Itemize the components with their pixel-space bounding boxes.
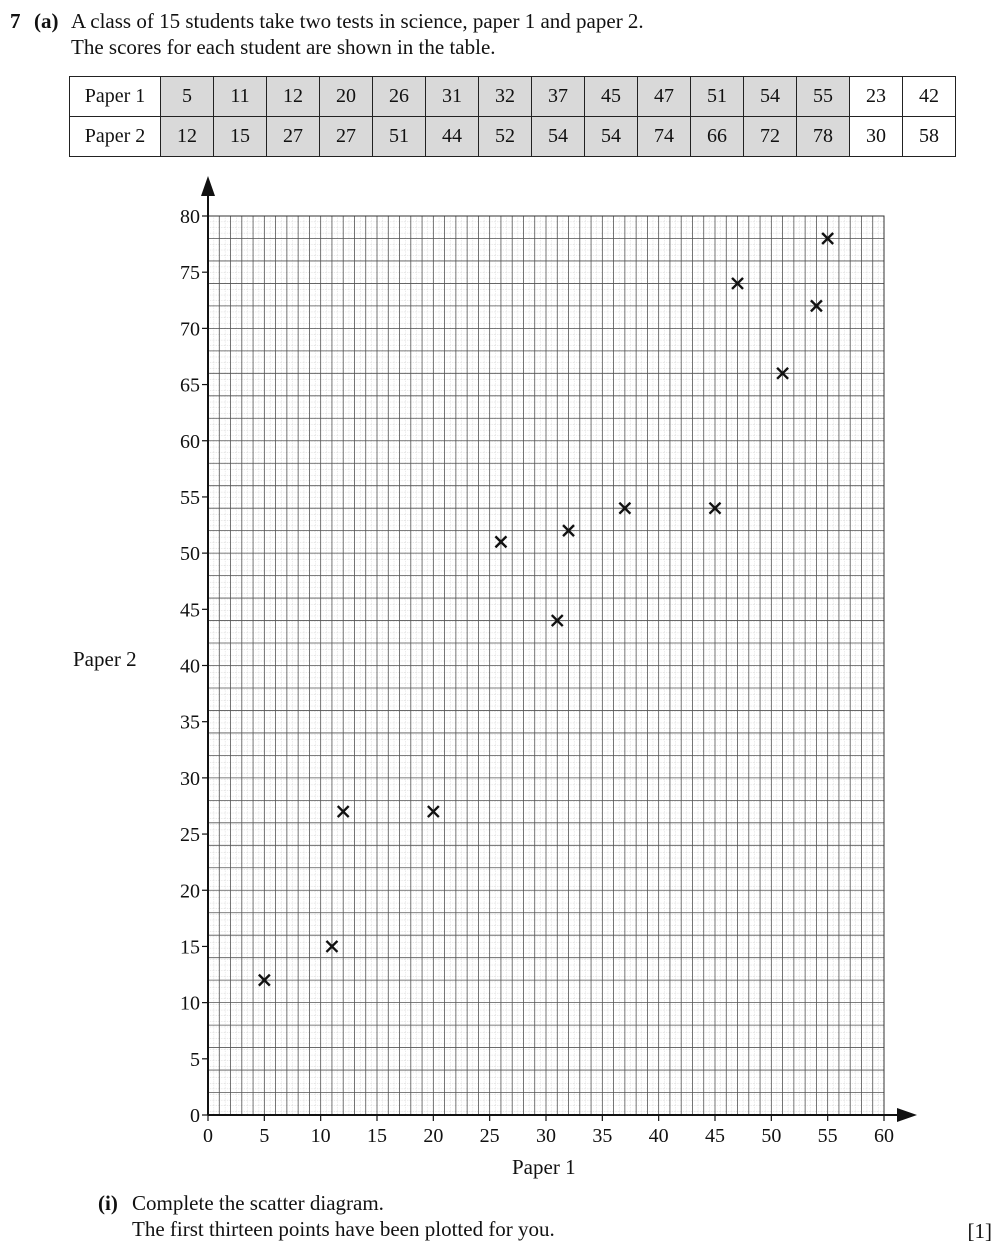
score-cell: 27 <box>267 117 320 157</box>
y-tick-label: 65 <box>180 374 200 397</box>
x-tick-label: 40 <box>648 1125 669 1147</box>
question-number: 7 <box>10 9 21 33</box>
score-cell: 66 <box>691 117 744 157</box>
y-tick-label: 25 <box>180 824 200 847</box>
y-tick-label: 5 <box>190 1048 200 1071</box>
question-part: (a) <box>34 9 59 33</box>
score-cell: 78 <box>797 117 850 157</box>
x-axis-label: Paper 1 <box>512 1155 576 1179</box>
x-tick-label: 25 <box>479 1125 500 1147</box>
x-tick-label: 45 <box>705 1125 725 1147</box>
score-cell: 11 <box>214 77 267 117</box>
y-tick-label: 70 <box>180 318 200 341</box>
y-tick-label: 55 <box>180 486 200 509</box>
x-tick-label: 20 <box>423 1125 444 1147</box>
y-tick-label: 30 <box>180 767 200 790</box>
y-tick-label: 75 <box>180 262 200 285</box>
score-cell: 58 <box>903 117 956 157</box>
x-tick-label: 50 <box>761 1125 782 1147</box>
y-tick-label: 15 <box>180 936 200 959</box>
score-cell: 30 <box>850 117 903 157</box>
row-label-paper2: Paper 2 <box>70 117 161 157</box>
x-axis-arrow <box>897 1108 917 1122</box>
x-tick-label: 5 <box>259 1125 270 1147</box>
y-tick-label: 10 <box>180 992 200 1015</box>
question-text-line1: A class of 15 students take two tests in science, paper 1 and paper 2. <box>71 9 644 33</box>
subpart-text-line2: The first thirteen points have been plotted for you. <box>132 1217 555 1241</box>
x-tick-label: 10 <box>310 1125 331 1147</box>
score-cell: 37 <box>532 77 585 117</box>
score-cell: 47 <box>638 77 691 117</box>
score-cell: 23 <box>850 77 903 117</box>
x-tick-label: 35 <box>592 1125 613 1147</box>
x-tick-label: 30 <box>536 1125 556 1147</box>
y-tick-label: 60 <box>180 430 200 453</box>
score-cell: 27 <box>320 117 373 157</box>
score-cell: 12 <box>267 77 320 117</box>
y-tick-label: 35 <box>180 711 200 734</box>
y-axis-arrow <box>201 176 215 196</box>
y-tick-label: 0 <box>190 1105 200 1127</box>
y-axis-label: Paper 2 <box>73 647 137 671</box>
x-tick-label: 0 <box>203 1125 213 1147</box>
score-cell: 15 <box>214 117 267 157</box>
score-cell: 26 <box>373 77 426 117</box>
question-text-line2: The scores for each student are shown in the table. <box>71 35 496 59</box>
score-cell: 42 <box>903 77 956 117</box>
subpart-label: (i) <box>98 1191 118 1215</box>
score-cell: 72 <box>744 117 797 157</box>
y-tick-label: 45 <box>180 599 200 622</box>
y-tick-label: 50 <box>180 543 200 566</box>
row-label-paper1: Paper 1 <box>70 77 161 117</box>
y-tick-label: 40 <box>180 655 200 678</box>
subpart-text-line1: Complete the scatter diagram. <box>132 1191 384 1215</box>
x-tick-label: 60 <box>874 1125 894 1147</box>
chart-grid <box>208 216 884 1115</box>
score-cell: 55 <box>797 77 850 117</box>
score-cell: 45 <box>585 77 638 117</box>
score-cell: 5 <box>161 77 214 117</box>
score-cell: 74 <box>638 117 691 157</box>
score-cell: 20 <box>320 77 373 117</box>
score-cell: 52 <box>479 117 532 157</box>
y-tick-label: 20 <box>180 880 200 903</box>
score-cell: 32 <box>479 77 532 117</box>
score-cell: 51 <box>691 77 744 117</box>
x-tick-label: 55 <box>817 1125 838 1147</box>
score-cell: 54 <box>744 77 797 117</box>
marks-indicator: [1] <box>967 1219 992 1243</box>
score-cell: 51 <box>373 117 426 157</box>
score-cell: 12 <box>161 117 214 157</box>
score-cell: 31 <box>426 77 479 117</box>
score-cell: 54 <box>532 117 585 157</box>
y-tick-label: 80 <box>180 206 200 228</box>
x-tick-label: 15 <box>367 1125 387 1147</box>
score-cell: 44 <box>426 117 479 157</box>
score-cell: 54 <box>585 117 638 157</box>
